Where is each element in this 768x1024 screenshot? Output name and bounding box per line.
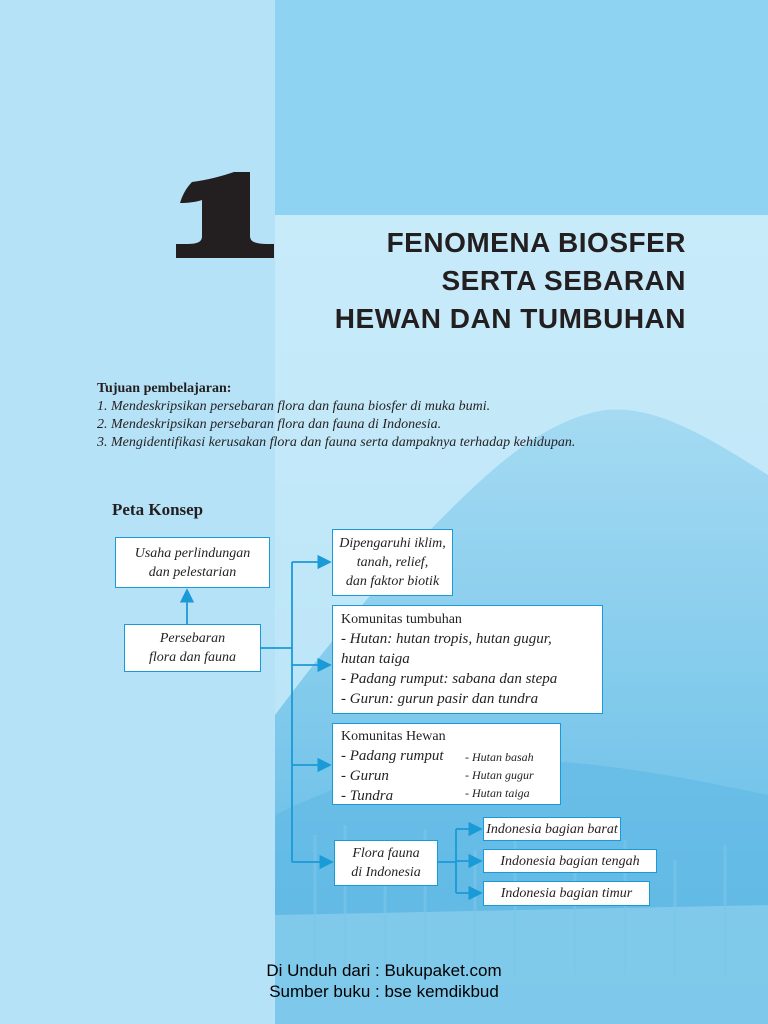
objective-item-3: 3. Mengidentifikasi kerusakan flora dan fauna serta dampaknya terhadap kehidupan. xyxy=(97,435,576,450)
learning-objectives xyxy=(97,380,575,452)
box-flora-fauna-indonesia xyxy=(334,840,438,886)
hewan-left-item-3: - Tundra xyxy=(341,788,394,804)
hewan-left-item-1: - Padang rumput xyxy=(341,748,444,764)
concept-map-heading: Peta Konsep xyxy=(112,500,204,519)
hewan-right-item-3: - Hutan taiga xyxy=(465,786,530,800)
footer-line-2: Sumber buku : bse kemdikbud xyxy=(269,982,499,1001)
flora-indonesia-line-1: Flora fauna xyxy=(352,846,420,861)
box-komunitas-tumbuhan xyxy=(332,605,603,714)
objectives-heading: Tujuan pembelajaran: xyxy=(97,381,232,396)
usaha-line-1: Usaha perlindungan xyxy=(134,545,251,561)
box-indonesia-tengah xyxy=(483,849,657,873)
title-line-1: FENOMENA BIOSFER xyxy=(386,227,686,258)
title-line-2: SERTA SEBARAN xyxy=(441,265,686,296)
tumbuhan-title: Komunitas tumbuhan xyxy=(341,612,462,627)
box-indonesia-timur xyxy=(483,881,650,906)
region-timur: Indonesia bagian timur xyxy=(500,886,633,901)
region-barat: Indonesia bagian barat xyxy=(486,821,618,837)
chapter-title xyxy=(335,224,686,338)
tumbuhan-list xyxy=(341,629,594,709)
persebaran-line-2: flora dan fauna xyxy=(148,650,237,665)
tumbuhan-item-3: - Padang rumput: sabana dan stepa xyxy=(341,671,558,687)
hewan-left-list xyxy=(341,746,444,806)
dipengaruhi-line-2: tanah, relief, xyxy=(356,555,429,570)
flora-indonesia-line-2: di Indonesia xyxy=(351,865,421,880)
region-tengah: Indonesia bagian tengah xyxy=(500,853,640,869)
usaha-line-2: dan pelestarian xyxy=(148,564,237,580)
hewan-right-list xyxy=(465,748,534,802)
objectives-list xyxy=(97,398,575,452)
hewan-left-item-2: - Gurun xyxy=(341,768,389,784)
tumbuhan-item-1: - Hutan: hutan tropis, hutan gugur, xyxy=(341,631,552,647)
box-usaha-perlindungan xyxy=(115,537,270,588)
hewan-right-item-2: - Hutan gugur xyxy=(465,768,534,782)
objective-item-2: 2. Mendeskripsikan persebaran flora dan fauna di Indonesia. xyxy=(97,417,442,432)
hewan-title: Komunitas Hewan xyxy=(341,729,446,744)
box-komunitas-hewan xyxy=(332,723,561,805)
box-persebaran xyxy=(124,624,261,672)
footer-line-1: Di Unduh dari : Bukupaket.com xyxy=(266,961,502,980)
chapter-number-glyph xyxy=(170,170,280,260)
hewan-right-item-1: - Hutan basah xyxy=(465,750,534,764)
tumbuhan-item-2: hutan taiga xyxy=(341,651,410,667)
box-dipengaruhi xyxy=(332,529,453,596)
dipengaruhi-line-1: Dipengaruhi iklim, xyxy=(339,536,446,551)
box-indonesia-barat xyxy=(483,817,621,841)
tumbuhan-item-4: - Gurun: gurun pasir dan tundra xyxy=(341,691,539,707)
top-color-block xyxy=(275,0,768,215)
title-line-3: HEWAN DAN TUMBUHAN xyxy=(334,303,686,334)
objective-item-1: 1. Mendeskripsikan persebaran flora dan fauna biosfer di muka bumi. xyxy=(97,399,491,414)
dipengaruhi-line-3: dan faktor biotik xyxy=(345,574,440,589)
persebaran-line-1: Persebaran xyxy=(159,631,226,646)
